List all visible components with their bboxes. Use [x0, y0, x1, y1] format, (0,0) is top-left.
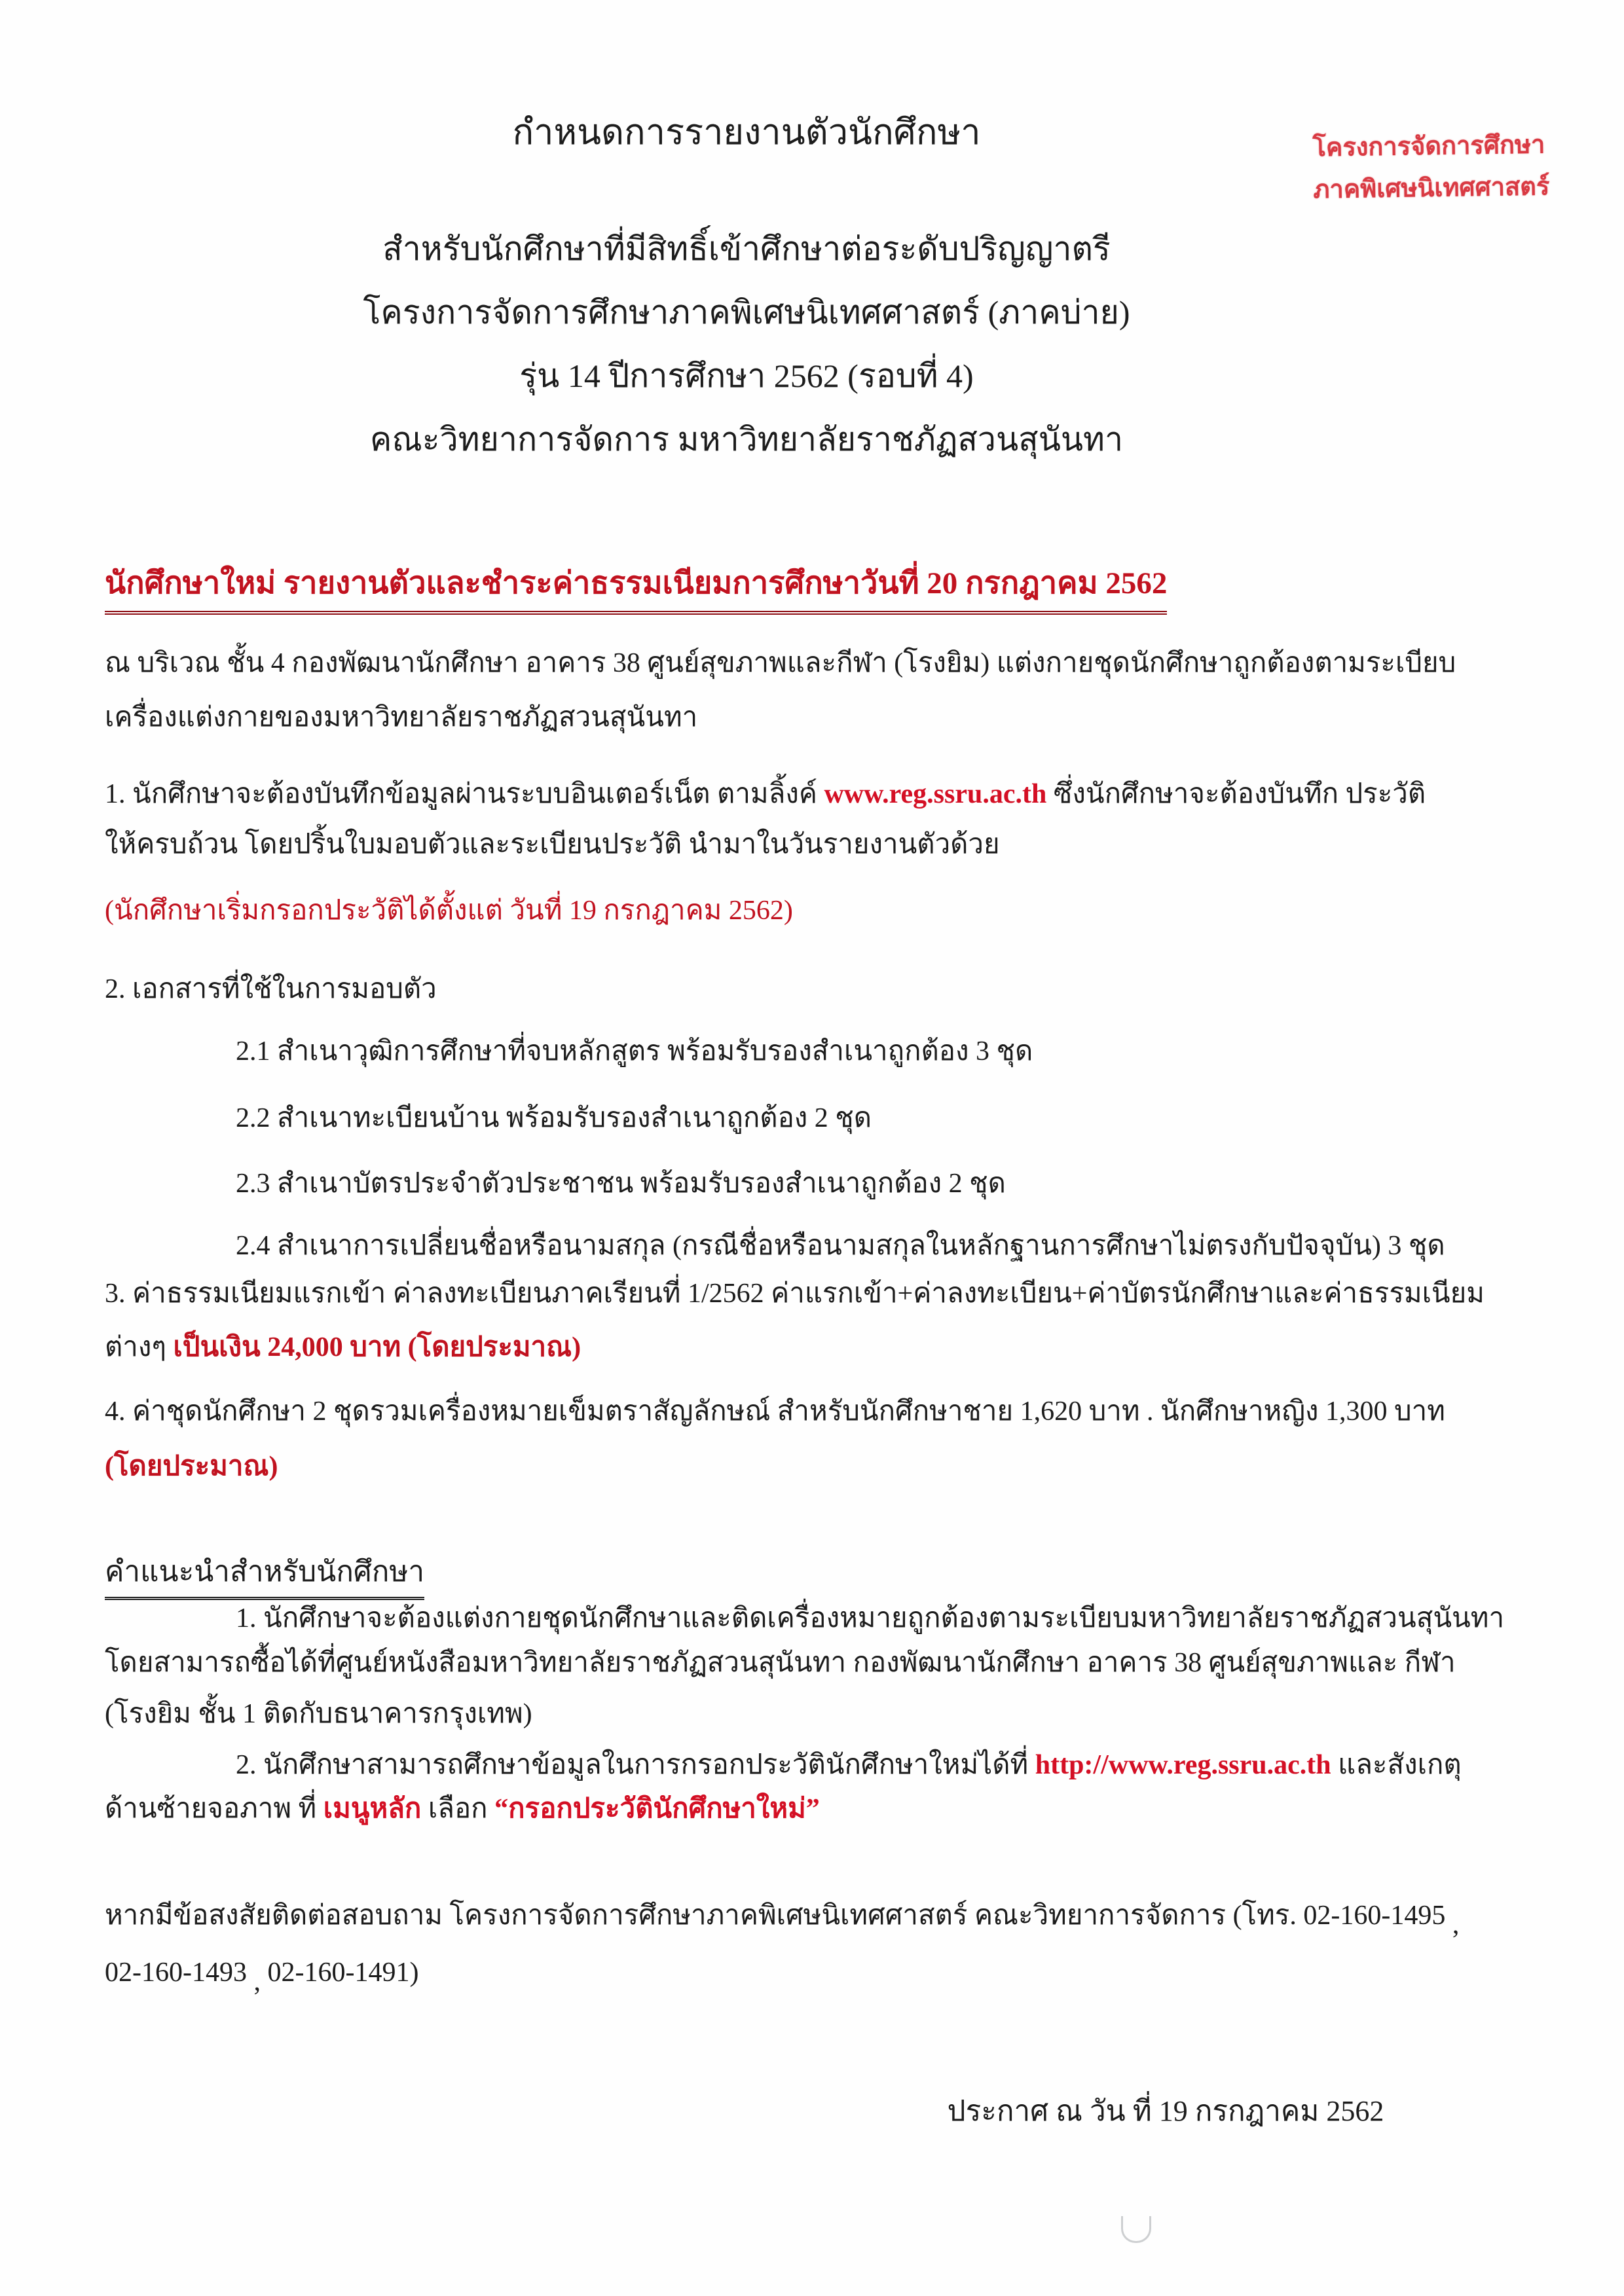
main-menu-label: เมนูหลัก	[323, 1794, 422, 1824]
profile-start-date-note: (นักศึกษาเริ่มกรอกประวัติได้ตั้งแต่ วันที่ 19 กรกฎาคม 2562)	[105, 896, 793, 926]
stamp-line-1: โครงการจัดการศึกษา	[1312, 131, 1545, 162]
item3-line-2	[105, 1329, 581, 1366]
item3-line-1: 3. ค่าธรรมเนียมแรกเข้า ค่าลงทะเบียนภาคเรียนที่ 1/2562 ค่าแรกเข้า+ค่าลงทะเบียน+ค่าบัตรนักศึกษาและค่าธรรมเนียม	[105, 1279, 1485, 1309]
subtitle-line-eligibility: สำหรับนักศึกษาที่มีสิทธิ์เข้าศึกษาต่อระดับปริญญาตรี	[382, 230, 1111, 267]
contact-line2-comma: ,	[253, 1967, 261, 1997]
item2-subitem-4: 2.4 สำเนาการเปลี่ยนชื่อหรือนามสกุล (กรณีชื่อหรือนามสกุลในหลักฐานการศึกษาไม่ตรงกับปัจจุบัน) 3 ชุด	[236, 1231, 1445, 1261]
item1-text-post: ซึ่งนักศึกษาจะต้องบันทึก ประวัติ	[1046, 779, 1426, 809]
item4-line-1: 4. ค่าชุดนักศึกษา 2 ชุดรวมเครื่องหมายเข็มตราสัญลักษณ์ สำหรับนักศึกษาชาย 1,620 บาท . นักศึกษาหญิง 1,300 บาท	[105, 1396, 1445, 1427]
item3-fee-amount: เป็นเงิน 24,000 บาท (โดยประมาณ)	[173, 1332, 581, 1362]
item1-text-pre: 1. นักศึกษาจะต้องบันทึกข้อมูลผ่านระบบอินเตอร์เน็ต ตามลิ้งค์	[105, 779, 824, 809]
venue-line-2: เครื่องแต่งกายของมหาวิทยาลัยราชภัฏสวนสุนันทา	[105, 702, 698, 733]
item1-line-1	[105, 776, 1426, 813]
report-date-heading: นักศึกษาใหม่ รายงานตัวและชำระค่าธรรมเนียมการศึกษาวันที่ 20 กรกฎาคม 2562	[105, 558, 1167, 615]
advice-item2-line-2	[105, 1791, 820, 1828]
subtitle-block	[0, 217, 1493, 471]
document-title: กำหนดการรายงานตัวนักศึกษา	[512, 113, 981, 152]
advice-item2-post: และสังเกตุ	[1331, 1750, 1462, 1780]
announced-date-line: ประกาศ ณ วัน ที่ 19 กรกฎาคม 2562	[947, 2095, 1384, 2127]
contact-line-2	[105, 1954, 419, 1997]
registration-url-text-2: http://www.reg.ssru.ac.th	[1035, 1750, 1331, 1780]
advice-item1-line-1: 1. นักศึกษาจะต้องแต่งกายชุดนักศึกษาและติดเครื่องหมายถูกต้องตามระเบียบมหาวิทยาลัยราชภัฏสวนสุนันทา	[236, 1603, 1505, 1633]
contact-line-1	[105, 1897, 1460, 1940]
contact-phone-3: 02-160-1491)	[267, 1958, 419, 1988]
contact-line1-text: หากมีข้อสงสัยติดต่อสอบถาม โครงการจัดการศึกษาภาคพิเศษนิเทศศาสตร์ คณะวิทยาการจัดการ (โทร. 02-160-1495	[105, 1901, 1446, 1931]
advice-item1-line-3: (โรงยิม ชั้น 1 ติดกับธนาคารกรุงเทพ)	[105, 1699, 532, 1729]
registration-url-text: www.reg.ssru.ac.th	[824, 779, 1047, 809]
item2-subitem-1: 2.1 สำเนาวุฒิการศึกษาที่จบหลักสูตร พร้อมรับรองสำเนาถูกต้อง 3 ชุด	[236, 1036, 1033, 1066]
stamp-line-2: ภาคพิเศษนิเทศศาสตร์	[1313, 173, 1550, 204]
venue-line-1: ณ บริเวณ ชั้น 4 กองพัฒนานักศึกษา อาคาร 38 ศูนย์สุขภาพและกีฬา (โรงยิม) แต่งกายชุดนักศึกษาถูกต้องตามระเบียบ	[105, 648, 1456, 678]
advice-item2-line2-mid: เลือก	[421, 1794, 495, 1824]
department-stamp	[1312, 124, 1550, 211]
item2-subitem-3: 2.3 สำเนาบัตรประจำตัวประชาชน พร้อมรับรองสำเนาถูกต้อง 2 ชุด	[236, 1169, 1006, 1199]
item4-approx-note: (โดยประมาณ)	[105, 1451, 278, 1482]
item2-subitem-2: 2.2 สำเนาทะเบียนบ้าน พร้อมรับรองสำเนาถูกต้อง 2 ชุด	[236, 1103, 872, 1133]
item2-label: 2. เอกสารที่ใช้ในการมอบตัว	[105, 974, 437, 1004]
item3-line2-black: ต่างๆ	[105, 1332, 174, 1362]
subtitle-line-program: โครงการจัดการศึกษาภาคพิเศษนิเทศศาสตร์ (ภาคบ่าย)	[363, 294, 1130, 331]
subtitle-line-faculty: คณะวิทยาการจัดการ มหาวิทยาลัยราชภัฏสวนสุนันทา	[369, 421, 1124, 458]
contact-line1-comma: ,	[1452, 1910, 1460, 1940]
contact-phone-2: 02-160-1493	[105, 1958, 247, 1988]
advice-item2-line2-pre: ด้านซ้ายจอภาพ ที่	[105, 1794, 323, 1824]
item1-line-2: ให้ครบถ้วน โดยปริ้นใบมอบตัวและระเบียนประวัติ นำมาในวันรายงานตัวด้วย	[105, 829, 1000, 860]
new-student-profile-menu-label: “กรอกประวัตินักศึกษาใหม่”	[494, 1794, 820, 1824]
advice-item2-line-1	[236, 1747, 1462, 1784]
advice-item2-pre: 2. นักศึกษาสามารถศึกษาข้อมูลในการกรอกประวัตินักศึกษาใหม่ได้ที่	[236, 1750, 1035, 1780]
scan-pen-mark	[1121, 2216, 1151, 2243]
advice-item1-line-2: โดยสามารถซื้อได้ที่ศูนย์หนังสือมหาวิทยาลัยราชภัฏสวนสุนันทา กองพัฒนานักศึกษา อาคาร 38 ศูนย์สุขภาพและ กีฬา	[105, 1648, 1456, 1678]
subtitle-line-cohort: รุ่น 14 ปีการศึกษา 2562 (รอบที่ 4)	[519, 357, 974, 394]
advice-heading: คำแนะนำสำหรับนักศึกษา	[105, 1548, 424, 1600]
